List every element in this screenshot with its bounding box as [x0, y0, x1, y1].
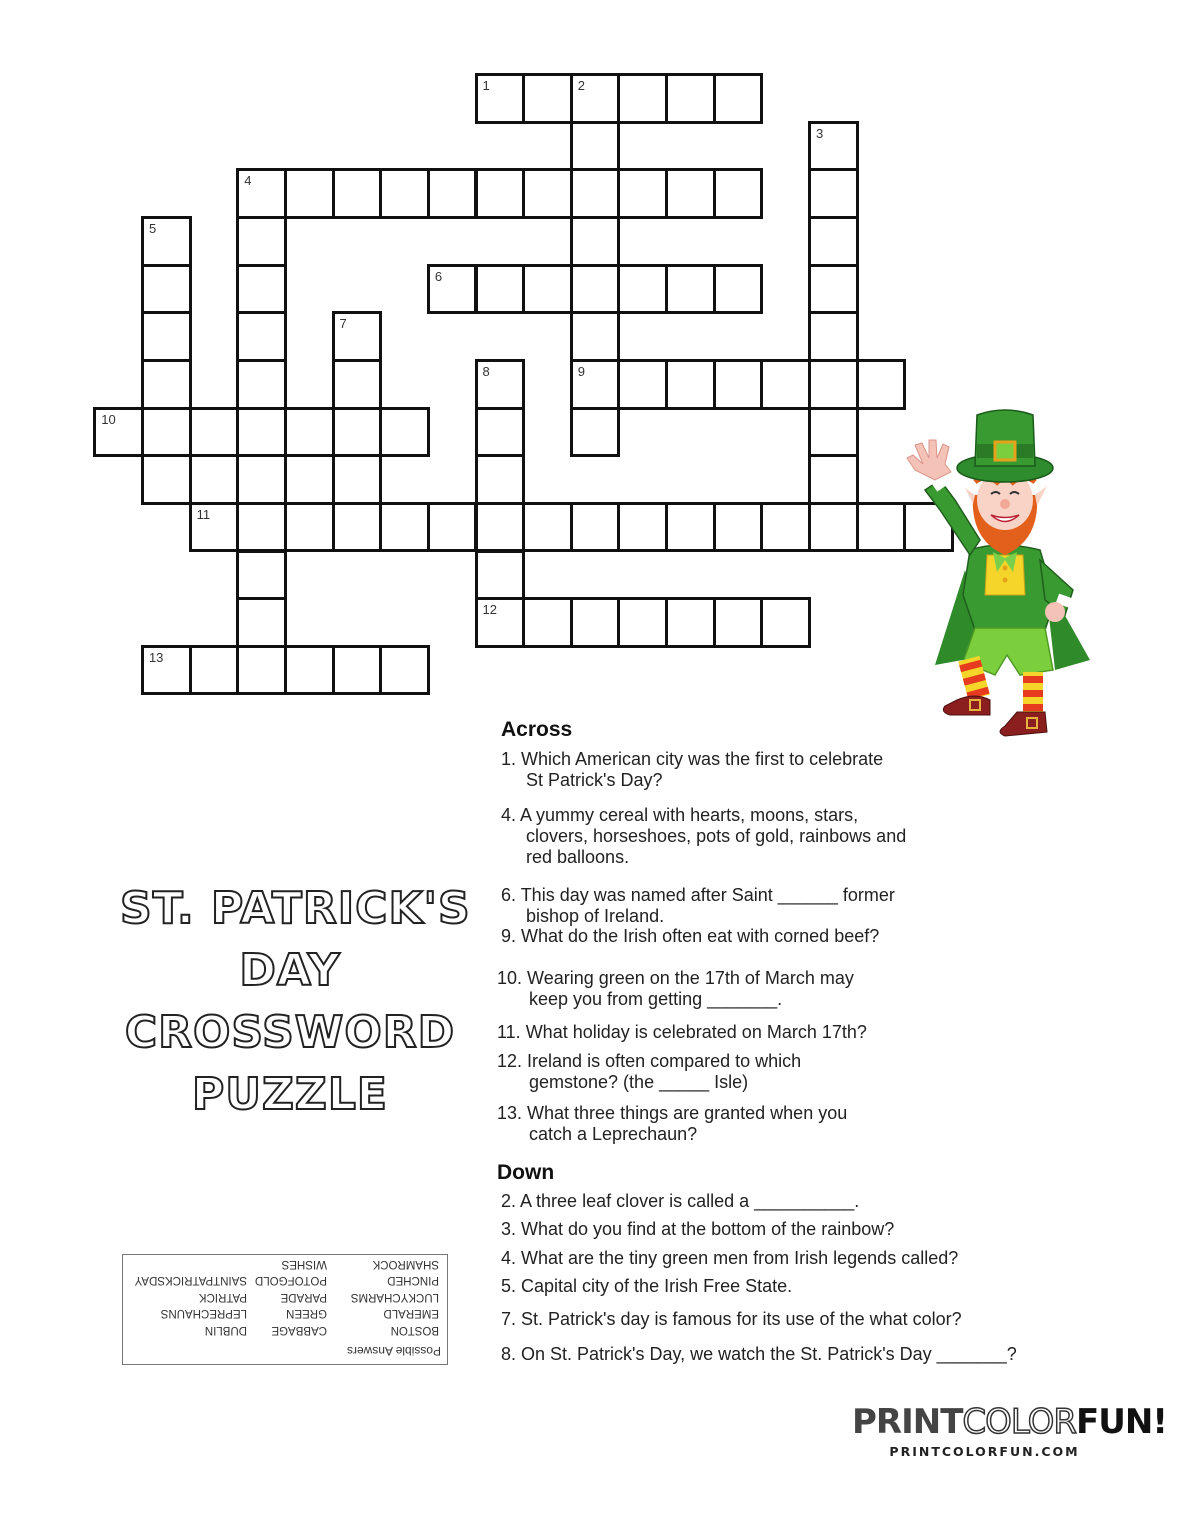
crossword-cell[interactable] — [665, 73, 716, 124]
crossword-cell[interactable] — [713, 597, 764, 648]
crossword-cell[interactable] — [475, 502, 526, 553]
crossword-cell[interactable] — [284, 502, 335, 553]
crossword-cell[interactable] — [665, 359, 716, 410]
crossword-cell[interactable] — [141, 407, 192, 458]
crossword-cell[interactable] — [475, 407, 526, 458]
clue-number-label: 3. — [501, 1219, 522, 1239]
crossword-cell[interactable] — [808, 454, 859, 505]
crossword-cell[interactable] — [522, 73, 573, 124]
logo-print: PRINT — [852, 1402, 963, 1442]
clue-text-line: A yummy cereal with hearts, moons, stars, — [520, 805, 859, 825]
answer-word: LEPRECHAUNS — [160, 1307, 247, 1320]
crossword-cell[interactable] — [141, 264, 192, 315]
crossword-cell[interactable] — [713, 359, 764, 410]
crossword-cell[interactable] — [427, 264, 478, 315]
crossword-cell[interactable] — [570, 168, 621, 219]
clue-number-label: 4. — [501, 1248, 522, 1268]
crossword-cell[interactable] — [379, 502, 430, 553]
clue-number-label: 11. — [497, 1022, 526, 1042]
clue-number: 1 — [482, 78, 490, 93]
clue-down-4 — [501, 1248, 958, 1269]
answer-word: PINCHED — [387, 1274, 439, 1287]
answers-column — [351, 1256, 439, 1339]
crossword-cell[interactable] — [475, 73, 526, 124]
crossword-cell[interactable] — [236, 645, 287, 696]
clue-number: 4 — [244, 173, 252, 189]
clue-number-label: 6. — [501, 885, 521, 905]
crossword-cell[interactable] — [522, 264, 573, 315]
title-line-4: PUZZLE — [192, 1069, 388, 1120]
answer-word: DUBLIN — [204, 1324, 247, 1336]
crossword-cell[interactable] — [332, 502, 383, 553]
crossword-cell[interactable] — [284, 168, 335, 219]
crossword-cell[interactable] — [665, 502, 716, 553]
crossword-cell[interactable] — [522, 168, 573, 219]
clue-number: 5 — [148, 220, 157, 236]
answer-word: POTOFGOLD — [255, 1274, 327, 1287]
crossword-cell[interactable] — [475, 454, 526, 505]
crossword-cell[interactable] — [665, 168, 716, 219]
crossword-cell[interactable] — [713, 168, 764, 219]
answer-word: EMERALD — [383, 1307, 439, 1320]
clue-number: 10 — [101, 411, 116, 427]
across-heading: Across — [501, 718, 573, 741]
possible-answers-box — [122, 1254, 448, 1365]
crossword-cell[interactable] — [617, 502, 668, 553]
crossword-cell[interactable] — [141, 216, 192, 267]
crossword-cell[interactable] — [760, 502, 811, 553]
clue-number-label: 9. — [501, 926, 522, 946]
answers-column — [135, 1272, 247, 1338]
clue-down-2 — [501, 1191, 859, 1212]
crossword-cell[interactable] — [570, 407, 621, 458]
crossword-cell[interactable] — [236, 407, 287, 458]
title-line-1: ST. PATRICK'S — [120, 883, 471, 934]
crossword-cell[interactable] — [332, 359, 383, 410]
crossword-cell[interactable] — [141, 454, 192, 505]
crossword-cell[interactable] — [93, 407, 144, 458]
crossword-cell[interactable] — [236, 311, 287, 362]
crossword-cell[interactable] — [760, 597, 811, 648]
answer-word: SAINTPATRICKSDAY — [134, 1274, 247, 1287]
clue-text-line: A three leaf clover is called a __________. — [520, 1191, 860, 1211]
crossword-cell[interactable] — [713, 73, 764, 124]
crossword-cell[interactable] — [522, 502, 573, 553]
clue-number-label: 12. — [497, 1051, 528, 1071]
crossword-cell[interactable] — [475, 359, 526, 410]
clue-number: 2 — [577, 78, 586, 93]
crossword-cell[interactable] — [475, 168, 526, 219]
crossword-cell[interactable] — [284, 407, 335, 458]
clue-text-line: gemstone? (the _____ Isle) — [529, 1072, 749, 1092]
answer-word: PARADE — [280, 1291, 327, 1303]
puzzle-title — [120, 878, 471, 1126]
crossword-cell[interactable] — [570, 264, 621, 315]
crossword-cell[interactable] — [236, 550, 287, 601]
clue-number: 13 — [148, 649, 164, 665]
crossword-cell[interactable] — [522, 597, 573, 648]
crossword-cell[interactable] — [570, 311, 621, 362]
crossword-cell[interactable] — [427, 502, 478, 553]
answer-word: PATRICK — [198, 1291, 247, 1303]
crossword-cell[interactable] — [617, 168, 668, 219]
clue-across-10 — [497, 968, 854, 1010]
clue-text-line: Capital city of the Irish Free State. — [521, 1276, 793, 1296]
crossword-cell[interactable] — [236, 216, 287, 267]
crossword-cell[interactable] — [617, 597, 668, 648]
title-line-3: CROSSWORD — [124, 1007, 456, 1058]
crossword-cell[interactable] — [141, 359, 192, 410]
clue-across-13 — [497, 1103, 847, 1145]
clue-text-line: catch a Leprechaun? — [529, 1124, 698, 1144]
clue-number: 6 — [434, 268, 443, 284]
leprechaun-icon — [895, 400, 1105, 745]
clue-text-line: St. Patrick's day is famous for its use of the what color? — [521, 1309, 962, 1329]
clue-text-line: Wearing green on the 17th of March may — [527, 968, 854, 988]
crossword-cell[interactable] — [808, 264, 859, 315]
clue-text-line: What do the Irish often eat with corned beef? — [521, 926, 880, 946]
leprechaun-illustration — [895, 400, 1105, 745]
crossword-cell[interactable] — [808, 168, 859, 219]
logo-color: COLOR — [962, 1402, 1077, 1442]
crossword-cell[interactable] — [665, 597, 716, 648]
crossword-cell[interactable] — [379, 645, 430, 696]
crossword-cell[interactable] — [808, 359, 859, 410]
crossword-cell[interactable] — [236, 264, 287, 315]
clue-across-11 — [497, 1022, 867, 1043]
clue-across-4 — [501, 805, 906, 868]
crossword-cell[interactable] — [570, 359, 621, 410]
crossword-cell[interactable] — [617, 264, 668, 315]
crossword-cell[interactable] — [808, 311, 859, 362]
answer-word: BOSTON — [390, 1324, 439, 1336]
clue-text-line: What are the tiny green men from Irish legends called? — [521, 1248, 959, 1268]
crossword-cell[interactable] — [570, 121, 621, 172]
crossword-cell[interactable] — [236, 597, 287, 648]
crossword-cell[interactable] — [189, 454, 240, 505]
clue-number-label: 8. — [501, 1344, 522, 1364]
clue-text-line: red balloons. — [526, 847, 630, 867]
crossword-cell[interactable] — [332, 454, 383, 505]
clue-text-line: What three things are granted when you — [527, 1103, 848, 1123]
clue-number: 3 — [816, 125, 824, 141]
answer-word: LUCKYCHARMS — [350, 1291, 439, 1303]
crossword-cell[interactable] — [236, 454, 287, 505]
crossword-cell[interactable] — [141, 645, 192, 696]
crossword-cell[interactable] — [379, 407, 430, 458]
crossword-cell[interactable] — [617, 359, 668, 410]
crossword-cell[interactable] — [236, 359, 287, 410]
crossword-cell[interactable] — [189, 502, 240, 553]
crossword-cell[interactable] — [713, 502, 764, 553]
crossword-cell[interactable] — [570, 597, 621, 648]
clue-down-8 — [501, 1344, 1017, 1365]
clue-text-line: What holiday is celebrated on March 17th? — [525, 1022, 867, 1042]
clue-text-line: St Patrick's Day? — [526, 770, 663, 790]
clue-across-12 — [497, 1051, 801, 1093]
clue-across-1 — [501, 749, 883, 791]
crossword-cell[interactable] — [570, 502, 621, 553]
crossword-cell[interactable] — [665, 264, 716, 315]
answer-word: CABBAGE — [271, 1324, 327, 1336]
clue-text-line: Which American city was the first to celebrate — [521, 749, 884, 769]
crossword-cell[interactable] — [236, 502, 287, 553]
clue-text-line: Ireland is often compared to which — [527, 1051, 802, 1071]
crossword-cell[interactable] — [475, 264, 526, 315]
crossword-cell[interactable] — [427, 168, 478, 219]
crossword-cell[interactable] — [808, 216, 859, 267]
answer-word: GREEN — [286, 1307, 327, 1320]
answers-heading: Possible Answers — [346, 1344, 441, 1358]
logo-fun: FUN! — [1076, 1402, 1167, 1442]
clue-text-line: keep you from getting _______. — [529, 989, 783, 1009]
crossword-cell[interactable] — [617, 73, 668, 124]
crossword-cell[interactable] — [332, 168, 383, 219]
crossword-cell[interactable] — [713, 264, 764, 315]
crossword-cell[interactable] — [475, 597, 526, 648]
crossword-cell[interactable] — [332, 645, 383, 696]
crossword-cell[interactable] — [808, 121, 859, 172]
clue-number-label: 7. — [501, 1309, 522, 1329]
crossword-cell[interactable] — [141, 311, 192, 362]
clue-number: 8 — [482, 363, 490, 379]
crossword-cell[interactable] — [475, 550, 526, 601]
crossword-cell[interactable] — [808, 502, 859, 553]
clue-down-7 — [501, 1309, 962, 1330]
crossword-cell[interactable] — [284, 645, 335, 696]
clue-number-label: 5. — [501, 1276, 522, 1296]
printcolorfun-logo[interactable] — [852, 1402, 1167, 1459]
answer-word: WISHES — [281, 1258, 327, 1270]
crossword-cell[interactable] — [570, 216, 621, 267]
crossword-cell[interactable] — [332, 407, 383, 458]
crossword-cell[interactable] — [808, 407, 859, 458]
clue-number: 12 — [482, 602, 497, 618]
crossword-cell[interactable] — [236, 168, 287, 219]
logo-wordmark — [852, 1402, 1167, 1442]
clue-text-line: bishop of Ireland. — [526, 906, 665, 926]
clue-text-line: What do you find at the bottom of the rainbow? — [521, 1219, 895, 1239]
crossword-cell[interactable] — [379, 168, 430, 219]
clue-number-label: 10. — [497, 968, 528, 988]
crossword-cell[interactable] — [332, 311, 383, 362]
clue-number-label: 13. — [497, 1103, 528, 1123]
clue-text-line: clovers, horseshoes, pots of gold, rainbows and — [526, 826, 907, 846]
logo-url[interactable]: PRINTCOLORFUN.COM — [889, 1444, 1080, 1459]
clue-across-6 — [501, 885, 895, 927]
clue-number-label: 4. — [501, 805, 521, 825]
clue-number-label: 2. — [501, 1191, 521, 1211]
clue-text-line: On St. Patrick's Day, we watch the St. Patrick's Day _______? — [521, 1344, 1017, 1364]
down-heading: Down — [497, 1161, 555, 1184]
clue-down-3 — [501, 1219, 894, 1240]
crossword-cell[interactable] — [189, 645, 240, 696]
clue-number: 7 — [339, 316, 347, 332]
crossword-cell[interactable] — [189, 407, 240, 458]
clue-across-9 — [501, 926, 879, 947]
answers-column — [255, 1256, 327, 1339]
clue-number: 11 — [196, 506, 211, 522]
crossword-cell[interactable] — [570, 73, 621, 124]
clue-number: 9 — [577, 363, 586, 379]
crossword-cell[interactable] — [760, 359, 811, 410]
title-line-2: DAY — [239, 945, 341, 996]
clue-number-label: 1. — [501, 749, 522, 769]
answer-word: SHAMROCK — [372, 1258, 439, 1270]
clue-down-5 — [501, 1276, 792, 1297]
clue-text-line: This day was named after Saint ______ former — [520, 885, 895, 905]
crossword-cell[interactable] — [284, 454, 335, 505]
